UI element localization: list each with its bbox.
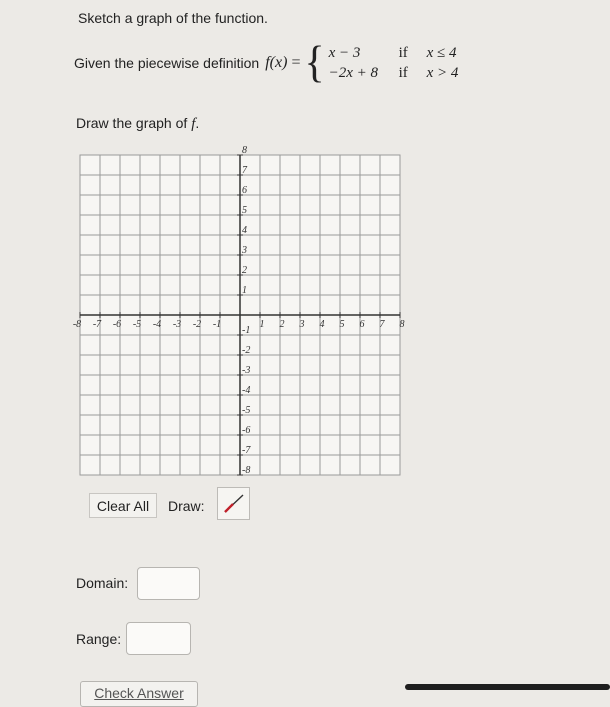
x-tick-label: 2 [279,319,285,330]
check-answer-button[interactable]: Check Answer [80,681,198,707]
draw-label: Draw: [168,498,205,514]
case-condition: x ≤ 4 [426,45,457,61]
draw-prompt-variable: f [191,116,196,132]
y-tick-label: -7 [242,445,251,456]
y-tick-label: 1 [242,285,247,296]
y-tick-label: 3 [242,245,247,256]
x-tick-label: 8 [399,319,405,330]
range-input[interactable] [126,622,191,655]
line-tool-button[interactable] [217,487,250,520]
case-if: if [398,45,408,61]
domain-input[interactable] [137,567,200,600]
case-expression: x − 3 [328,45,361,61]
piecewise-definition [74,38,459,88]
y-tick-label: 4 [242,225,247,236]
home-indicator-bar [405,684,610,690]
range-label: Range: [76,631,122,647]
draw-prompt-period: . [195,115,200,131]
y-tick-label: -4 [242,385,251,396]
draw-prompt-text: Draw the graph of [76,115,188,131]
x-tick-label: -1 [212,319,222,330]
y-tick-label: -2 [242,345,251,356]
y-tick-label: 8 [242,145,247,156]
x-tick-label: -7 [92,319,102,330]
equals-sign: = [291,54,301,71]
y-tick-label: 7 [242,165,247,176]
x-tick-label: 1 [259,319,265,330]
piecewise-brace: { [304,38,325,88]
x-tick-label: -3 [172,319,182,330]
x-tick-label: 4 [319,319,325,330]
piecewise-case-2 [329,63,459,83]
given-label: Given the piecewise definition [74,55,260,71]
y-tick-label: -3 [242,365,251,376]
x-tick-label: -5 [132,319,142,330]
clear-all-button[interactable]: Clear All [89,493,157,518]
y-tick-label: 5 [242,205,247,216]
x-tick-label: 6 [359,319,365,330]
case-expression: −2x + 8 [328,65,379,81]
x-tick-label: -8 [72,319,82,330]
case-condition: x > 4 [426,65,459,81]
y-tick-label: -6 [242,425,251,436]
x-tick-label: -4 [152,319,162,330]
x-tick-label: -6 [112,319,122,330]
y-tick-label: 2 [242,265,247,276]
question-title: Sketch a graph of the function. [78,10,268,26]
piecewise-case-1 [329,43,459,63]
x-tick-label: 5 [339,319,345,330]
domain-label: Domain: [76,575,129,591]
y-tick-label: 6 [242,185,247,196]
draw-prompt [76,115,199,133]
x-tick-label: -2 [192,319,202,330]
y-tick-label: -1 [242,325,251,336]
x-tick-label: 3 [299,319,305,330]
x-tick-label: 7 [379,319,385,330]
piecewise-cases [329,43,459,83]
y-tick-label: -8 [242,465,251,476]
y-tick-label: -5 [242,405,251,416]
graph-canvas[interactable] [72,145,405,480]
line-segment-icon [218,488,249,519]
function-name: f(x) [265,54,288,71]
case-if: if [398,65,408,81]
